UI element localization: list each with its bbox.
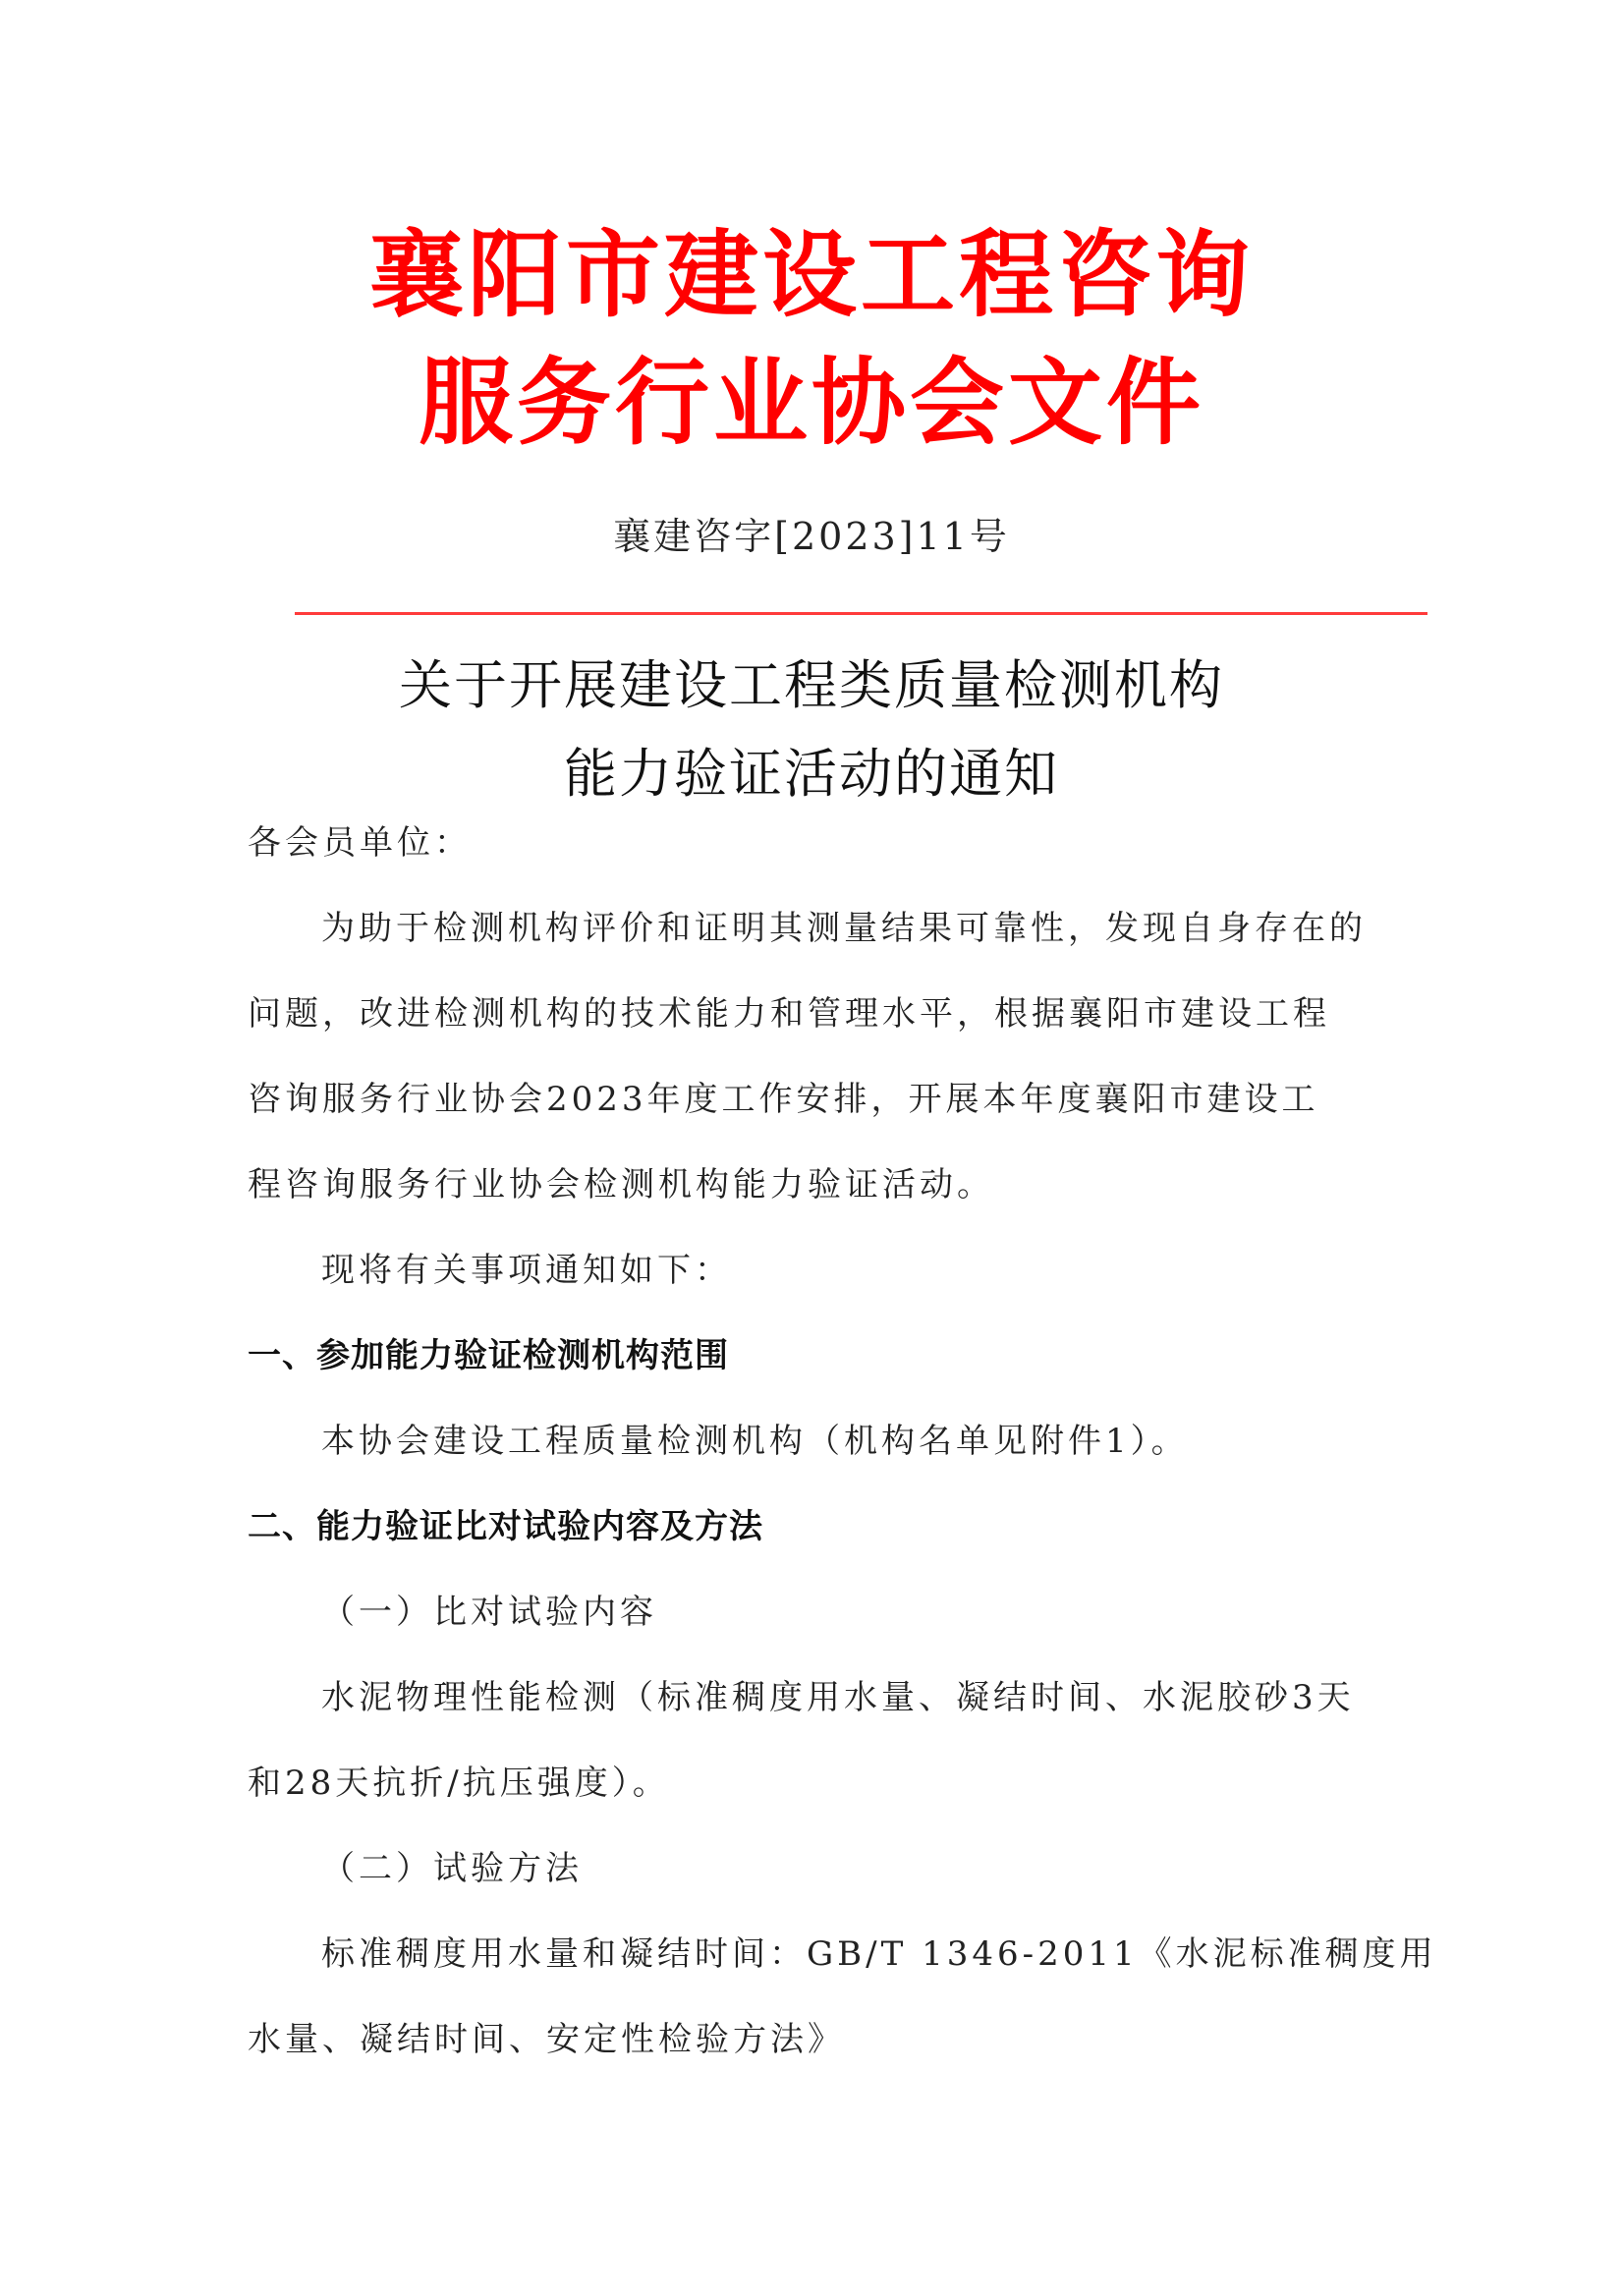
masthead-line-1: 襄阳市建设工程咨询: [369, 219, 1254, 330]
section-heading-1: 一、参加能力验证检测机构范围: [248, 1336, 729, 1375]
notice-lead: 现将有关事项通知如下：: [321, 1251, 732, 1290]
intro-line: 问题，改进检测机构的技术能力和管理水平，根据襄阳市建设工程: [248, 994, 1330, 1034]
salutation: 各会员单位：: [248, 823, 472, 863]
document-number: 襄建咨字[2023]11号: [613, 515, 1010, 558]
intro-line: 为助于检测机构评价和证明其测量结果可靠性，发现自身存在的: [321, 909, 1367, 948]
subsection-label-1: （一）比对试验内容: [321, 1593, 657, 1632]
masthead-line-2: 服务行业协会文件: [419, 347, 1204, 458]
section-1-body: 本协会建设工程质量检测机构（机构名单见附件1）。: [321, 1422, 1189, 1461]
subsection-2-line: 标准稠度用水量和凝结时间：GB/T 1346-2011《水泥标准稠度用: [321, 1934, 1437, 1974]
subsection-label-2: （二）试验方法: [321, 1849, 583, 1888]
subsection-1-line: 和28天抗折/抗压强度）。: [248, 1764, 670, 1803]
section-heading-2: 二、能力验证比对试验内容及方法: [248, 1507, 763, 1546]
red-divider: [295, 612, 1427, 615]
intro-line: 咨询服务行业协会2023年度工作安排，开展本年度襄阳市建设工: [248, 1080, 1319, 1119]
intro-line: 程咨询服务行业协会检测机构能力验证活动。: [248, 1165, 994, 1204]
notice-title-line-2: 能力验证活动的通知: [564, 743, 1059, 805]
subsection-2-line: 水量、凝结时间、安定性检验方法》: [248, 2020, 845, 2059]
notice-title-line-1: 关于开展建设工程类质量检测机构: [399, 654, 1224, 716]
subsection-1-line: 水泥物理性能检测（标准稠度用水量、凝结时间、水泥胶砂3天: [321, 1678, 1355, 1717]
